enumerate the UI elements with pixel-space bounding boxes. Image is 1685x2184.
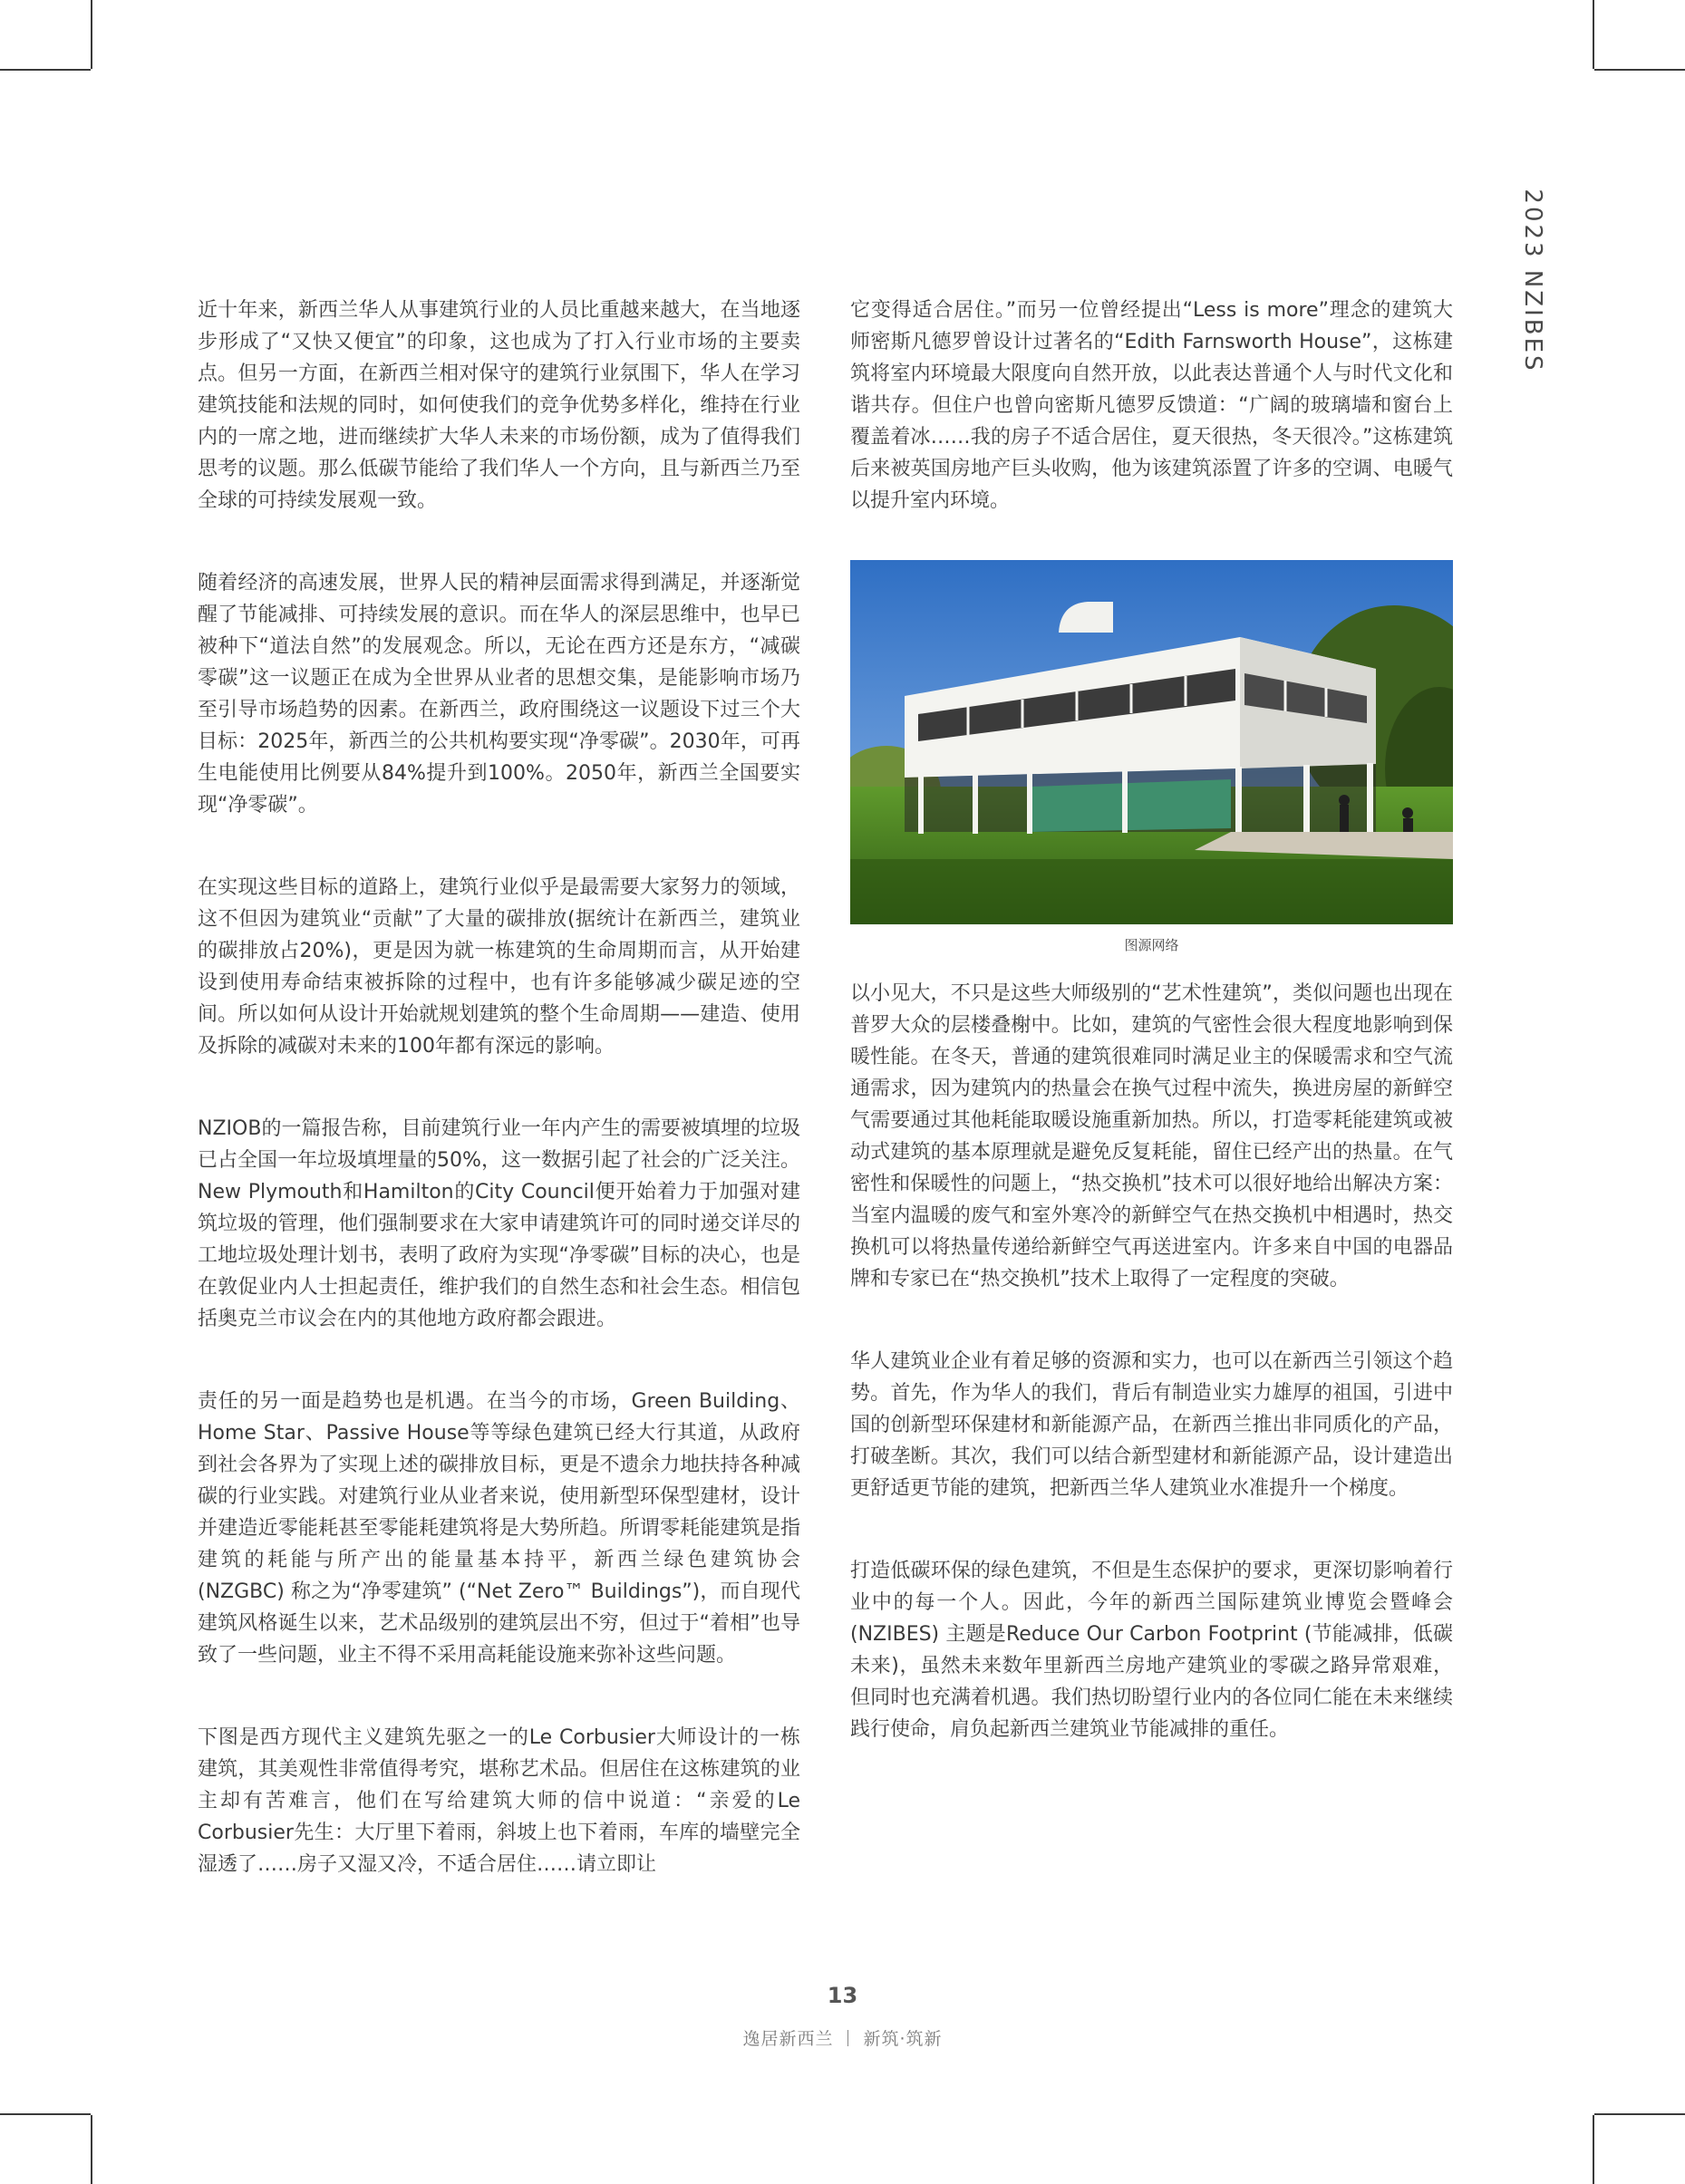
paragraph: 打造低碳环保的绿色建筑，不但是生态保护的要求，更深切影响着行业中的每一个人。因此，今年的新西兰国际建筑业博览会暨峰会 (NZIBES) 主题是Reduce Our Carbon Footprint (节能减排，低碳未来)，虽然未来数年里新西兰房地产建筑业的零碳之路异常艰难，但同时也充满着机遇。我们热切盼望行业内的各位同仁能在未来继续践行使命，肩负起新西兰建筑业节能减排的重任。 xyxy=(850,1560,1453,1741)
left-column xyxy=(198,295,800,1931)
villa-photo xyxy=(850,560,1453,924)
crop-mark xyxy=(91,2115,92,2184)
crop-mark xyxy=(1594,2113,1685,2115)
paragraph: 以小见大，不只是这些大师级别的“艺术性建筑”，类似问题也出现在普罗大众的层楼叠榭中。比如，建筑的气密性会很大程度地影响到保暖性能。在冬天，普通的建筑很难同时满足业主的保暖需求和空气流通需求，因为建筑内的热量会在换气过程中流失，换进房屋的新鲜空气需要通过其他耗能取暖设施重新加热。所以，打造零耗能建筑或被动式建筑的基本原理就是避免反复耗能，留住已经产出的热量。在气密性和保暖性的问题上，“热交换机”技术可以很好地给出解决方案：当室内温暖的废气和室外寒冷的新鲜空气在热交换机中相遇时，热交换机可以将热量传递给新鲜空气再送进室内。许多来自中国的电器品牌和专家已在“热交换机”技术上取得了一定程度的突破。 xyxy=(850,982,1453,1290)
paragraph: 它变得适合居住。”而另一位曾经提出“Less is more”理念的建筑大师密斯凡德罗曾设计过著名的“Edith Farnsworth House”，这栋建筑将室内环境最大限度向自然开放，以此表达普通个人与时代文化和谐共存。但住户也曾向密斯凡德罗反馈道：“广阔的玻璃墙和窗台上覆盖着冰……我的房子不适合居住，夏天很热，冬天很冷。”这栋建筑后来被英国房地产巨头收购，他为该建筑添置了许多的空调、电暖气以提升室内环境。 xyxy=(850,299,1453,512)
footer-divider xyxy=(847,2030,848,2046)
paragraph: NZIOB的一篇报告称，目前建筑行业一年内产生的需要被填埋的垃圾已占全国一年垃圾填埋量的50%，这一数据引起了社会的广泛关注。New Plymouth和Hamilton的City Council便开始着力于加强对建筑垃圾的管理，他们强制要求在大家申请建筑许可的同时递交详尽的工地垃圾处理计划书，表明了政府为实现“净零碳”目标的决心，也是在敦促业内人士担起责任，维护我们的自然生态和社会生态。相信包括奥克兰市议会在内的其他地方政府都会跟进。 xyxy=(198,1117,800,1330)
crop-mark xyxy=(1593,0,1594,69)
photo-caption: 图源网络 xyxy=(1124,937,1179,953)
side-label-text: 2023 NZIBES xyxy=(1519,188,1546,373)
crop-mark xyxy=(1594,69,1685,71)
right-column xyxy=(850,295,1453,1796)
paragraph: 近十年来，新西兰华人从事建筑行业的人员比重越来越大，在当地逐步形成了“又快又便宜”的印象，这也成为了打入行业市场的主要卖点。但另一方面，在新西兰相对保守的建筑行业氛围下，华人在学习建筑技能和法规的同时，如何使我们的竞争优势多样化，维持在行业内的一席之地，进而继续扩大华人未来的市场份额，成为了值得我们思考的议题。那么低碳节能给了我们华人一个方向，且与新西兰乃至全球的可持续发展观一致。 xyxy=(198,299,800,512)
crop-mark xyxy=(0,2113,91,2115)
paragraph: 下图是西方现代主义建筑先驱之一的Le Corbusier大师设计的一栋建筑，其美观性非常值得考究，堪称艺术品。但居住在这栋建筑的业主却有苦难言，他们在写给建筑大师的信中说道：“亲爱的Le Corbusier先生：大厅里下着雨，斜坡上也下着雨，车库的墙壁完全湿透了……房子又湿又冷，不适合居住……请立即让 xyxy=(198,1726,800,1876)
crop-mark xyxy=(0,69,91,71)
crop-mark xyxy=(91,0,92,69)
paragraph: 华人建筑业企业有着足够的资源和实力，也可以在新西兰引领这个趋势。首先，作为华人的我们，背后有制造业实力雄厚的祖国，引进中国的创新型环保建材和新能源产品，在新西兰推出非同质化的产品，打破垄断。其次，我们可以结合新型建材和新能源产品，设计建造出更舒适更节能的建筑，把新西兰华人建筑业水准提升一个梯度。 xyxy=(850,1350,1453,1500)
crop-mark xyxy=(1593,2115,1594,2184)
section-name: 新筑·筑新 xyxy=(863,2029,943,2049)
page-number: 13 xyxy=(827,1983,858,2008)
paragraph: 责任的另一面是趋势也是机遇。在当今的市场，Green Building、Home Star、Passive House等等绿色建筑已经大行其道，从政府到社会各界为了实现上述的碳排放目标，更是不遗余力地扶持各种减碳的行业实践。对建筑行业从业者来说，使用新型环保型建材，设计并建造近零能耗甚至零能耗建筑将是大势所趋。所谓零耗能建筑是指建筑的耗能与所产出的能量基本持平，新西兰绿色建筑协会 (NZGBC) 称之为“净零建筑” (“Net Zero™ Buildings”)，而自现代建筑风格诞生以来，艺术品级别的建筑层出不穷，但过于“着相”也导致了一些问题，业主不得不采用高耗能设施来弥补这些问题。 xyxy=(198,1390,800,1667)
paragraph: 随着经济的高速发展，世界人民的精神层面需求得到满足，并逐渐觉醒了节能减排、可持续发展的意识。而在华人的深层思维中，也早已被种下“道法自然”的发展观念。所以，无论在西方还是东方，“减碳零碳”这一议题正在成为全世界从业者的思想交集，是能影响市场乃至引导市场趋势的因素。在新西兰，政府围绕这一议题设下过三个大目标：2025年，新西兰的公共机构要实现“净零碳”。2030年，可再生电能使用比例要从84%提升到100%。2050年，新西兰全国要实现“净零碳”。 xyxy=(198,572,800,817)
side-label xyxy=(1510,188,1555,373)
publication-name: 逸居新西兰 xyxy=(742,2029,834,2049)
page-footer xyxy=(0,2025,1685,2050)
paragraph: 在实现这些目标的道路上，建筑行业似乎是最需要大家努力的领域，这不但因为建筑业“贡献”了大量的碳排放(据统计在新西兰，建筑业的碳排放占20%)，更是因为就一栋建筑的生命周期而言，从开始建设到使用寿命结束被拆除的过程中，也有许多能够减少碳足迹的空间。所以如何从设计开始就规划建筑的整个生命周期——建造、使用及拆除的减碳对未来的100年都有深远的影响。 xyxy=(198,876,800,1058)
